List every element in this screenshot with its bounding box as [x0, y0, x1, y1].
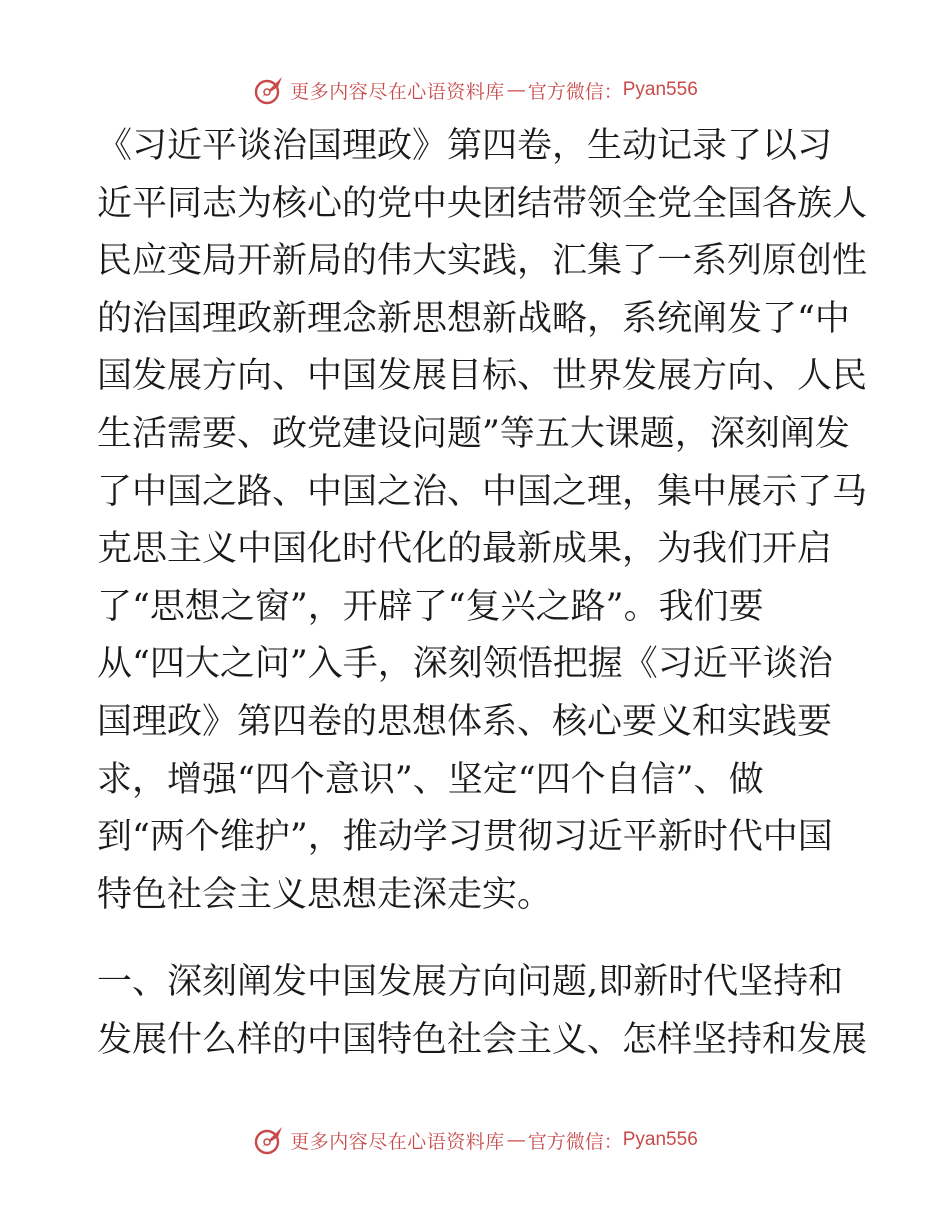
- header-watermark: [0, 70, 950, 110]
- watermark-wechat-label: 官方微信：: [527, 1130, 623, 1153]
- text-line: 《习近平谈治国理政》第四卷，生动记录了以习: [97, 126, 833, 166]
- text-line: 特色社会主义思想走深走实。: [97, 874, 553, 915]
- footer-watermark: [0, 1120, 950, 1160]
- watermark-wechat-id: Pyan556: [622, 79, 698, 100]
- section-heading-line: 一、深刻阐发中国发展方向问题,即新时代坚持和: [97, 962, 844, 1003]
- paragraph-section-one: [97, 954, 868, 1069]
- watermark-site-text: 更多内容尽在心语资料库: [290, 80, 505, 103]
- text-line: 近平同志为核心的党中央团结带领全党全国各族人: [97, 183, 868, 224]
- text-line: 民应变局开新局的伟大实践，汇集了一系列原创性: [97, 241, 868, 282]
- text-line: 克思主义中国化时代化的最新成果，为我们开启: [97, 529, 833, 570]
- watermark-wechat-label: 官方微信：: [527, 80, 623, 103]
- text-line: 到“两个维护”，推动学习贯彻习近平新时代中国: [97, 817, 833, 858]
- paragraph-intro: [97, 118, 868, 924]
- text-line: 从“四大之问”入手，深刻领悟把握《习近平谈治: [97, 644, 833, 685]
- paragraph-spacer: [97, 924, 857, 954]
- quill-logo-icon: [252, 1123, 286, 1157]
- text-line: 生活需要、政党建设问题”等五大课题，深刻阐发: [97, 413, 850, 454]
- text-line: 了中国之路、中国之治、中国之理，集中展示了马: [97, 471, 868, 512]
- watermark-separator: —: [506, 79, 526, 101]
- text-line: 的治国理政新理念新思想新战略，系统阐发了“中: [97, 298, 850, 339]
- text-line: 国理政》第四卷的思想体系、核心要义和实践要: [97, 701, 833, 742]
- text-line: 国发展方向、中国发展目标、世界发展方向、人民: [97, 356, 868, 397]
- text-line: 了“思想之窗”，开辟了“复兴之路”。我们要: [97, 586, 764, 627]
- watermark-wechat-id: Pyan556: [622, 1129, 698, 1150]
- document-body: [97, 118, 868, 1070]
- watermark-separator: —: [506, 1129, 526, 1151]
- watermark-site-text: 更多内容尽在心语资料库: [290, 1130, 505, 1153]
- quill-logo-icon: [252, 73, 286, 107]
- text-line: 求，增强“四个意识”、坚定“四个自信”、做: [97, 759, 764, 800]
- text-line: 发展什么样的中国特色社会主义、怎样坚持和发展: [97, 1019, 868, 1060]
